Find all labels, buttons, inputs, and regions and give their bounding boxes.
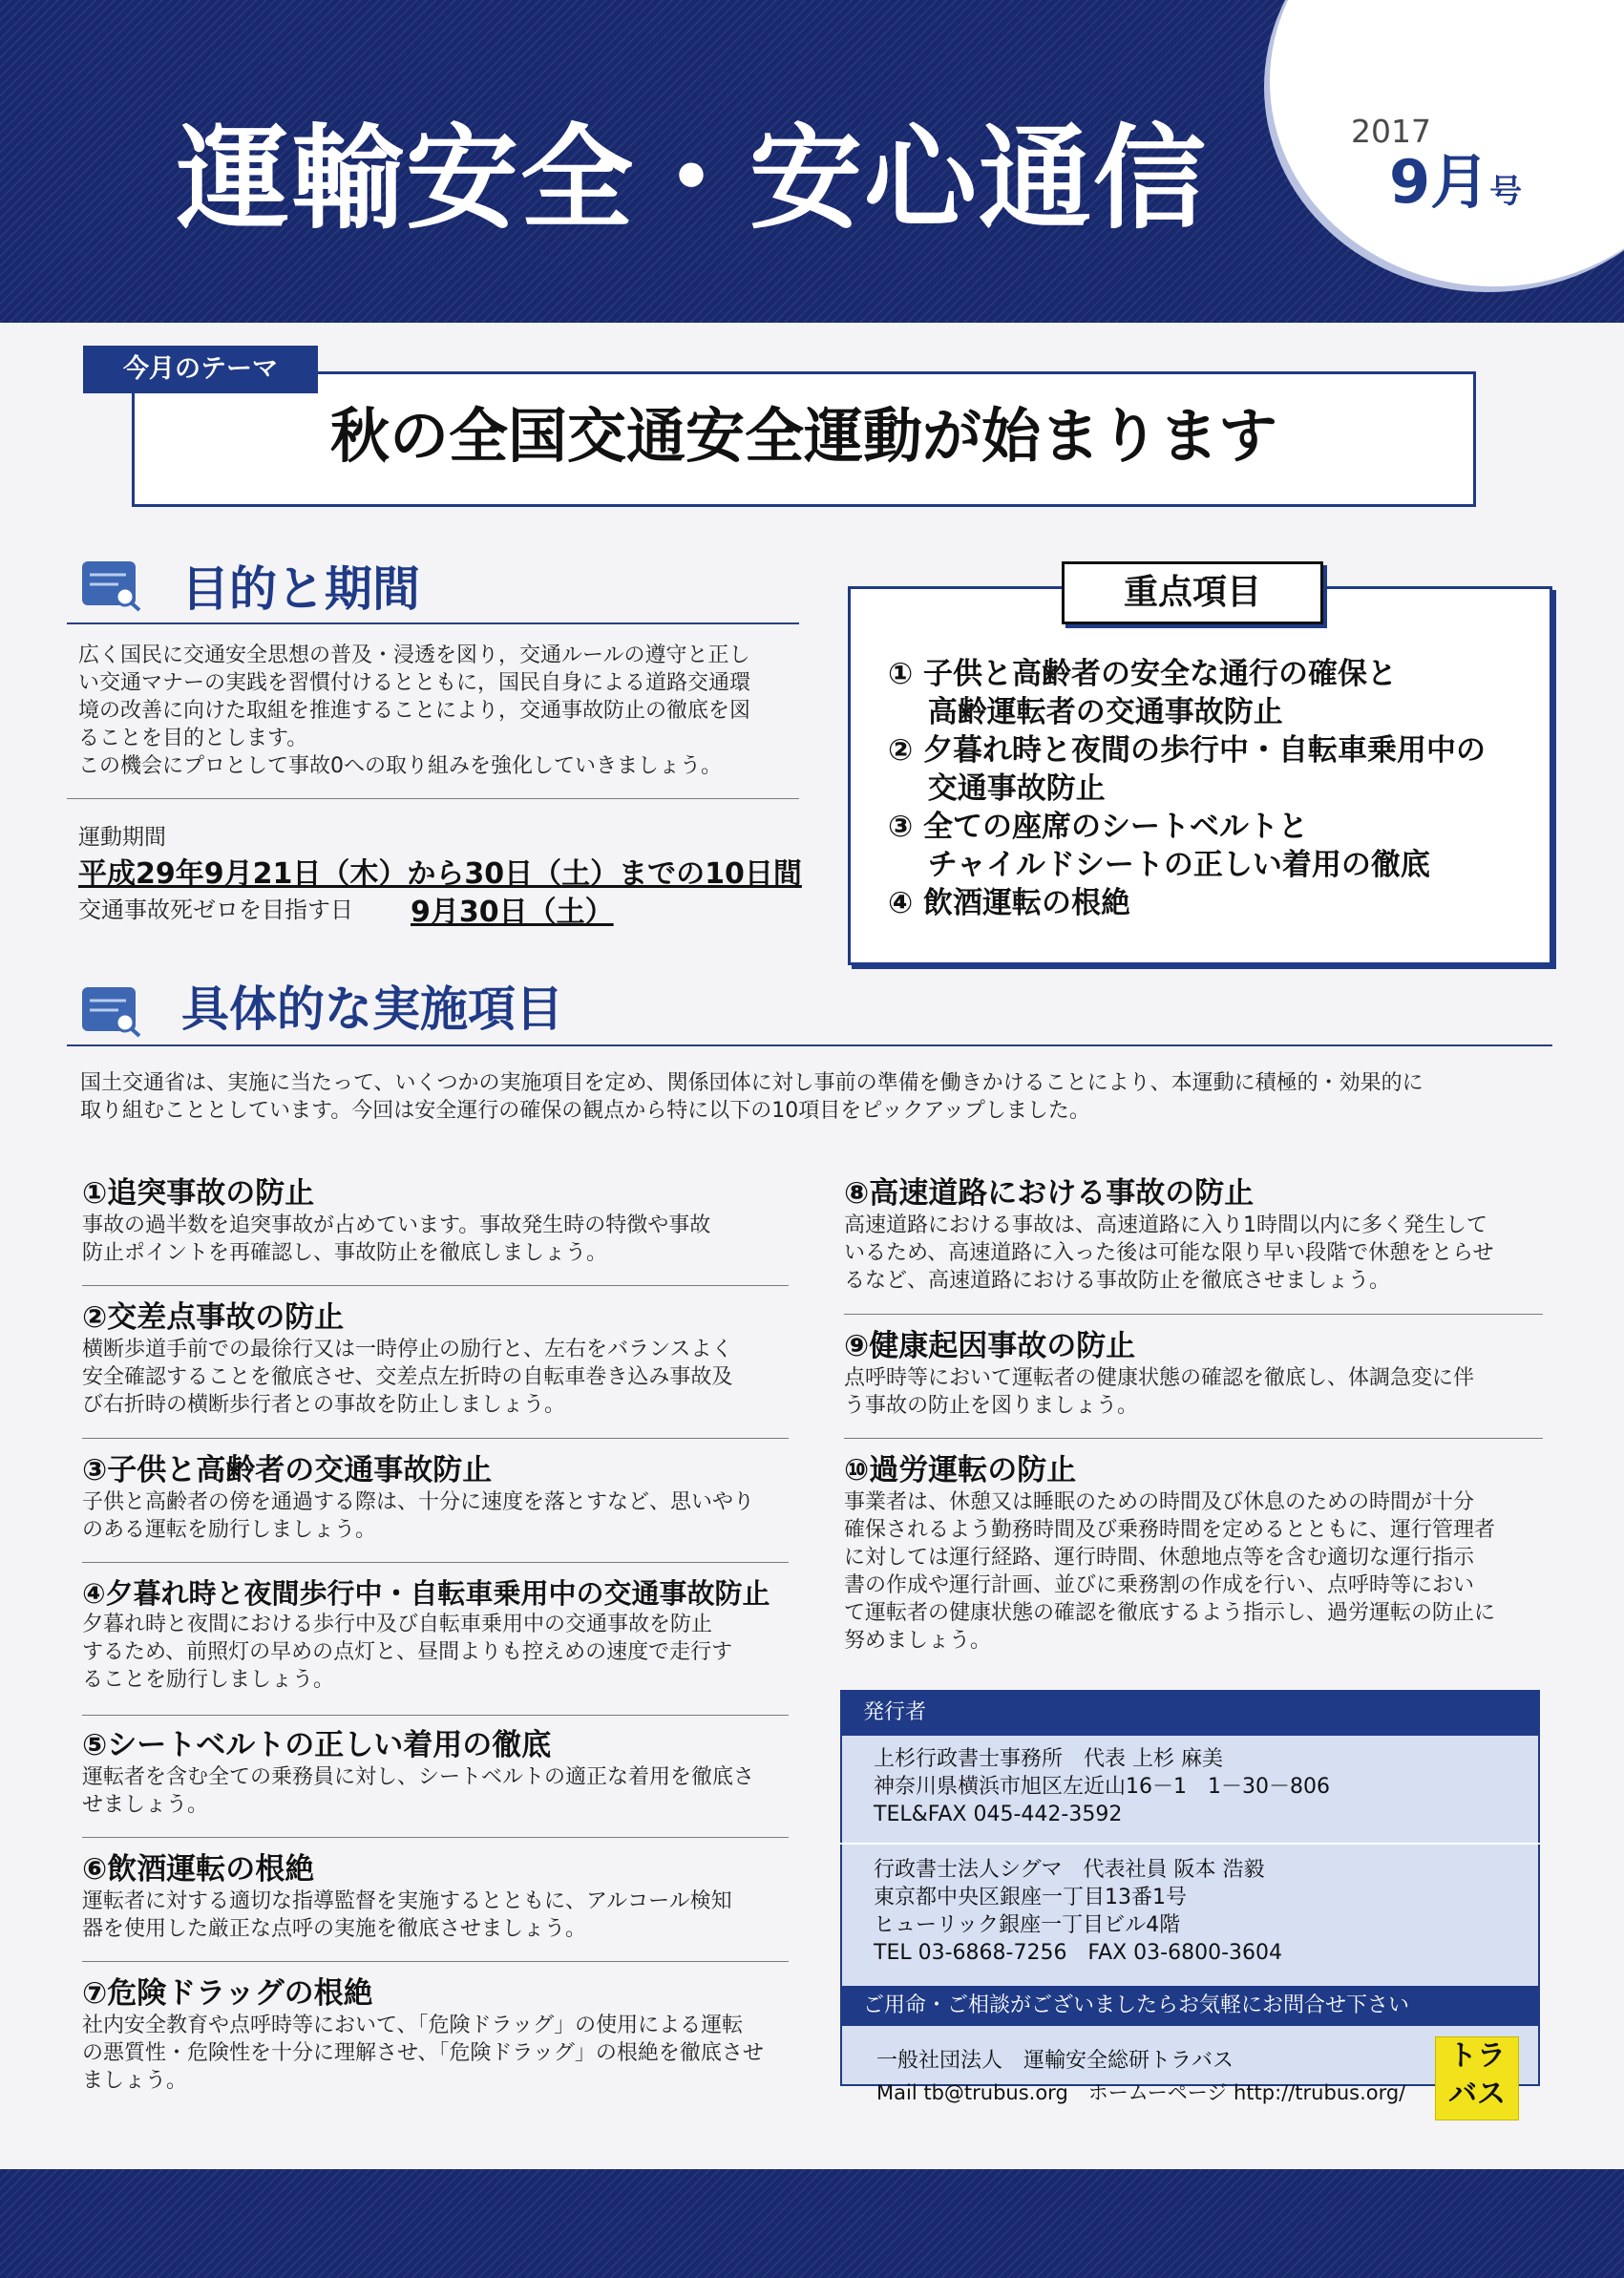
measure-text	[82, 1611, 808, 1694]
measure-line: 事故の過半数を追突事故が占めています。事故発生時の特徴や事故	[82, 1213, 711, 1238]
purpose-line: 広く国民に交通安全思想の普及・浸透を図り，交通ルールの遵守と正し	[78, 643, 750, 667]
header-banner	[0, 0, 1624, 323]
memo-icon	[80, 983, 143, 1039]
measure-item	[82, 1728, 808, 1819]
measure-title: ⑤シートベルトの正しい着用の徹底	[82, 1728, 552, 1762]
measure-line: するため、前照灯の早めの点灯と、昼間よりも控えめの速度で走行す	[82, 1639, 733, 1664]
measures-heading-rule	[67, 1044, 1552, 1046]
measure-line: う事故の防止を図りましょう。	[844, 1394, 1139, 1419]
measure-line: て運転者の健康状態の確認を徹底するよう指示し、過労運転の防止に	[844, 1601, 1496, 1626]
measure-item	[844, 1176, 1570, 1295]
measure-text	[82, 1336, 808, 1419]
measure-line: に対しては運行経路、運行時間、休憩地点等を含む適切な運行指示	[844, 1546, 1475, 1571]
measure-item	[82, 1176, 808, 1267]
issue-circle	[1270, 0, 1624, 286]
item-divider	[844, 1314, 1543, 1315]
measure-line: の悪質性・危険性を十分に理解させ、「危険ドラッグ」の根絶を徹底させ	[82, 2041, 764, 2066]
theme-title: 秋の全国交通安全運動が始まります	[329, 401, 1277, 471]
measure-line: るなど、高速道路における事故防止を徹底させましょう。	[844, 1269, 1391, 1294]
purpose-line: 境の改善に向けた取組を推進することにより，交通事故防止の徹底を図	[78, 699, 751, 723]
measure-item	[82, 1852, 808, 1943]
measure-line: 社内安全教育や点呼時等において、「危険ドラッグ」の使用による運転	[82, 2014, 744, 2038]
purpose-text	[78, 642, 799, 780]
measure-title: ①追突事故の防止	[82, 1176, 315, 1211]
measure-item	[82, 1453, 808, 1544]
purpose-line: この機会にプロとして事故0への取り組みを強化していきましょう。	[78, 754, 722, 778]
purpose-line: い交通マナーの実践を習慣付けるとともに，国民自身による道路交通環	[78, 671, 751, 695]
publisher-office-2	[874, 1856, 1282, 1967]
item-divider	[82, 1285, 789, 1286]
focus-item: 高齢運転者の交通事故防止	[888, 695, 1283, 729]
measure-line: 防止ポイントを再確認し、事故防止を徹底しましょう。	[82, 1241, 608, 1266]
measure-title: ⑩過労運転の防止	[844, 1453, 1077, 1487]
office-line: 行政書士法人シグマ 代表社員 阪本 浩毅	[874, 1858, 1265, 1882]
measure-item	[844, 1453, 1570, 1655]
measure-text	[82, 2012, 808, 2095]
measure-line: び右折時の横断歩行者との事故を防止しましょう。	[82, 1393, 566, 1418]
measure-line: 子供と高齢者の傍を通過する際は、十分に速度を落とすなど、思いやり	[82, 1490, 755, 1515]
item-divider	[82, 1438, 789, 1439]
office-line: 東京都中央区銀座一丁目13番1号	[874, 1886, 1187, 1909]
measures-intro	[80, 1069, 1541, 1125]
office-line: 上杉行政書士事務所 代表 上杉 麻美	[874, 1747, 1223, 1771]
measure-title: ⑦危険ドラッグの根絶	[82, 1976, 373, 2011]
measure-line: 点呼時等において運転者の健康状態の確認を徹底し、体調急変に伴	[844, 1366, 1475, 1391]
focus-item: ④ 飲酒運転の根絶	[888, 886, 1131, 920]
measure-title: ⑨健康起因事故の防止	[844, 1329, 1136, 1363]
focus-item: チャイルドシートの正しい着用の徹底	[888, 848, 1430, 882]
issue-month-value: 9月	[1389, 147, 1490, 217]
measure-item	[82, 1577, 808, 1694]
focus-item: ② 夕暮れ時と夜間の歩行中・自転車乗用中の	[888, 733, 1487, 768]
measure-text	[82, 1488, 808, 1544]
measure-title: ⑧高速道路における事故の防止	[844, 1176, 1255, 1211]
measure-title: ②交差点事故の防止	[82, 1300, 345, 1335]
measure-line: 高速道路における事故は、高速道路に入り1時間以内に多く発生して	[844, 1213, 1487, 1238]
focus-title: 重点項目	[1062, 561, 1323, 624]
measure-line: 努めましょう。	[844, 1629, 992, 1654]
purpose-heading: 目的と期間	[181, 561, 420, 617]
publisher-divider	[840, 1843, 1540, 1845]
measures-heading: 具体的な実施項目	[181, 981, 563, 1037]
focus-item: 交通事故防止	[888, 771, 1106, 806]
organization-name: 一般社団法人 運輸安全総研トラバス	[876, 2049, 1234, 2073]
measure-line: 安全確認することを徹底させ、交差点左折時の自転車巻き込み事故及	[82, 1365, 733, 1390]
theme-tag: 今月のテーマ	[83, 346, 318, 393]
measure-line: 運転者に対する適切な指導監督を実施するとともに、アルコール検知	[82, 1889, 732, 1914]
contact-call-banner: ご用命・ご相談がございましたらお気軽にお問合せ下さい	[840, 1986, 1540, 2026]
period-label: 運動期間	[78, 825, 166, 850]
item-divider	[82, 1562, 789, 1563]
trabus-logo	[1435, 2036, 1519, 2120]
measure-line: 横断歩道手前での最徐行又は一時停止の励行と、左右をバランスよく	[82, 1338, 733, 1362]
measure-title: ⑥飲酒運転の根絶	[82, 1852, 315, 1887]
measure-text	[844, 1364, 1570, 1420]
measure-line: 運転者を含む全ての乗務員に対し、シートベルトの適正な着用を徹底さ	[82, 1765, 755, 1790]
issue-year: 2017	[1351, 113, 1431, 150]
publisher-office-1	[874, 1745, 1330, 1828]
measure-text	[82, 1763, 808, 1819]
period-dates: 平成29年9月21日（木）から30日（土）までの10日間	[78, 857, 802, 891]
office-line: ヒューリック銀座一丁目ビル4階	[874, 1913, 1181, 1937]
logo-text: バス	[1448, 2078, 1506, 2111]
item-divider	[82, 1837, 789, 1838]
issue-month	[1389, 147, 1523, 217]
measure-line: いるため、高速道路に入った後は可能な限り早い段階で休憩をとらせ	[844, 1241, 1494, 1266]
measure-line: のある運転を励行しましょう。	[82, 1518, 377, 1543]
logo-text: トラ	[1448, 2039, 1506, 2073]
item-divider	[82, 1715, 789, 1716]
footer-banner	[0, 2169, 1624, 2278]
purpose-divider	[67, 798, 799, 799]
item-divider	[844, 1438, 1543, 1439]
measure-line: 確保されるよう勤務時間及び乗務時間を定めるとともに、運行管理者	[844, 1518, 1496, 1543]
measure-line: 書の作成や運行計画、並びに乗務割の作成を行い、点呼時等におい	[844, 1573, 1475, 1598]
measure-line: ることを励行しましょう。	[82, 1667, 335, 1692]
focus-list	[888, 655, 1537, 922]
issue-suffix: 号	[1489, 173, 1523, 211]
measure-title: ③子供と高齢者の交通事故防止	[82, 1453, 493, 1487]
office-line: 神奈川県横浜市旭区左近山16－1 1－30－806	[874, 1775, 1330, 1799]
intro-line: 国土交通省は、実施に当たって、いくつかの実施項目を定め、関係団体に対し事前の準備を働きかけることにより、本運動に積極的・効果的に	[80, 1071, 1424, 1095]
measure-line: ましょう。	[82, 2069, 188, 2094]
purpose-heading-rule	[67, 622, 799, 624]
measure-line: せましょう。	[82, 1793, 209, 1818]
newsletter-title: 運輸安全・安心通信	[177, 113, 1209, 244]
office-line: TEL&FAX 045-442-3592	[874, 1803, 1123, 1826]
measure-text	[844, 1488, 1570, 1655]
intro-line: 取り組むこととしています。今回は安全運行の確保の観点から特に以下の10項目をピックアップしました。	[80, 1099, 1090, 1123]
measure-line: 事業者は、休憩又は睡眠のための時間及び休息のための時間が十分	[844, 1490, 1475, 1515]
measure-line: 夕暮れ時と夜間における歩行中及び自転車乗用中の交通事故を防止	[82, 1612, 713, 1636]
measure-line: 器を使用した厳正な点呼の実施を徹底させましょう。	[82, 1917, 587, 1942]
measure-text	[82, 1212, 808, 1267]
office-line: TEL 03-6868-7256 FAX 03-6800-3604	[874, 1941, 1283, 1965]
purpose-line: ることを目的とします。	[78, 727, 308, 750]
measure-text	[82, 1888, 808, 1943]
memo-icon	[80, 558, 143, 613]
measure-item	[844, 1329, 1570, 1420]
measure-item	[82, 1300, 808, 1419]
contact-info[interactable]: Mail tb@trubus.org ホームーページ http://trubus.org/	[876, 2081, 1406, 2104]
publisher-heading: 発行者	[840, 1690, 1540, 1736]
measure-item	[82, 1976, 808, 2095]
focus-item: ③ 全ての座席のシートベルトと	[888, 810, 1309, 844]
measure-text	[844, 1212, 1570, 1295]
zero-day-date: 9月30日（土）	[411, 896, 614, 929]
focus-item: ① 子供と高齢者の安全な通行の確保と	[888, 657, 1398, 691]
measure-title: ④夕暮れ時と夜間歩行中・自転車乗用中の交通事故防止	[82, 1577, 770, 1610]
item-divider	[82, 1961, 789, 1962]
zero-day-label: 交通事故死ゼロを目指す日	[78, 896, 353, 923]
